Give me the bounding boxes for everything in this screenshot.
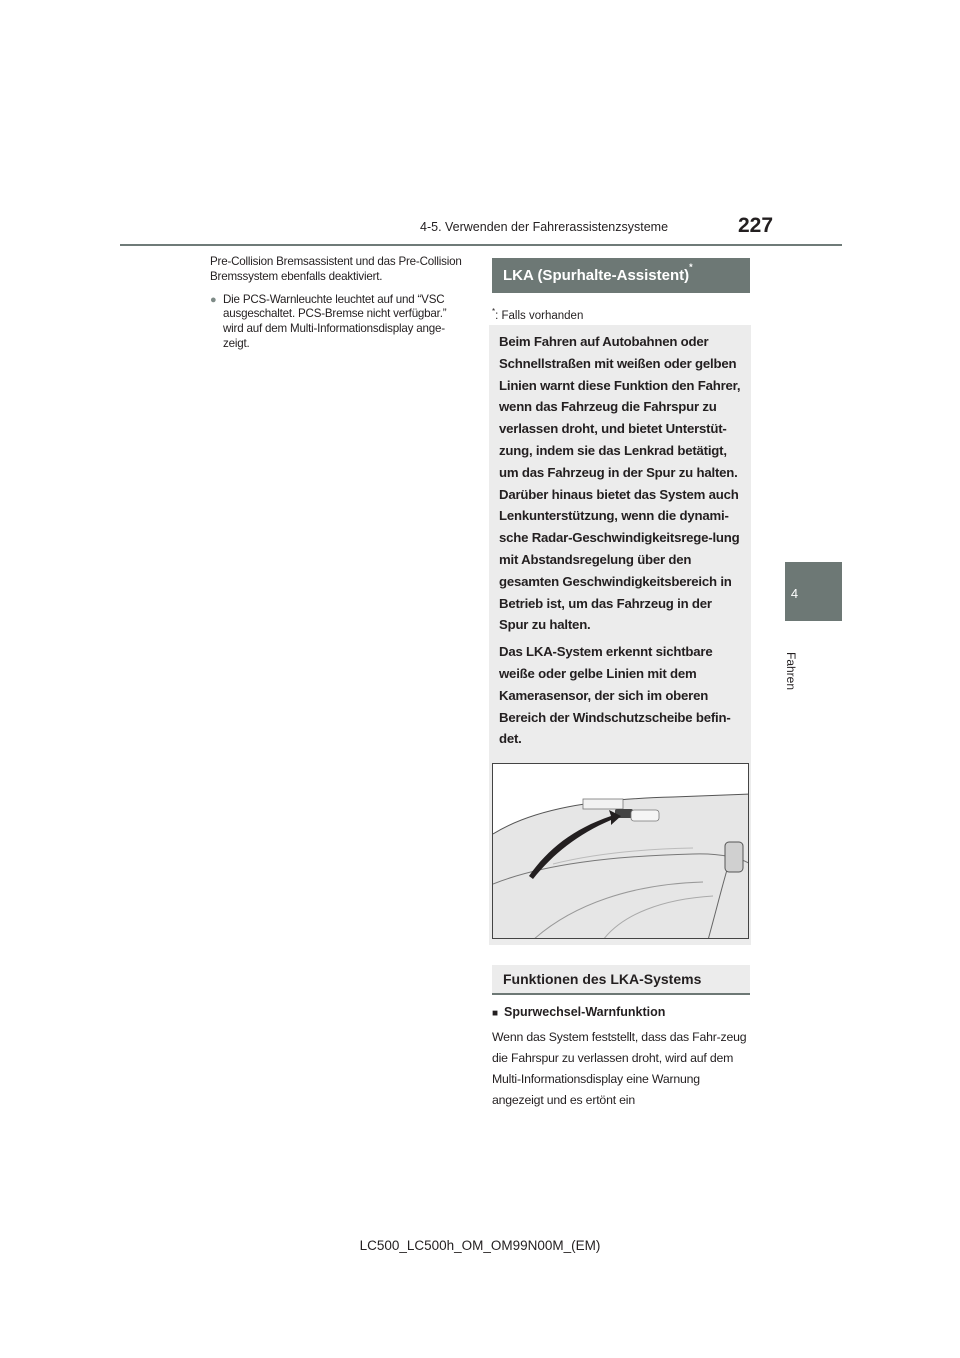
- header-divider: [120, 244, 842, 246]
- chapter-tab-number: 4: [790, 586, 799, 601]
- bullet-item: [210, 293, 468, 352]
- intro-text: [499, 331, 744, 755]
- lka-section-title: [492, 258, 750, 293]
- functions-body-text: Wenn das System feststellt, dass das Fahr-zeug die Fahrspur zu verlassen droht, wird auf dem Multi-Informationsdisplay eine Warnung angezeigt und es ertönt ein: [492, 1030, 747, 1107]
- car-windshield-drawing: [493, 764, 749, 939]
- square-bullet-icon: ■: [492, 1008, 499, 1019]
- lka-title-marker: *: [689, 262, 693, 272]
- intro-paragraph-2: Das LKA-System erkennt sichtbare weiße oder gelbe Linien mit dem Kamerasensor, der sich im oberen Bereich der Windschutzscheibe befin-det.: [499, 644, 731, 747]
- functions-section-title: Funktionen des LKA-Systems: [492, 965, 750, 995]
- bullet-text: Die PCS-Warnleuchte leuchtet auf und “VSC ausgeschaltet. PCS-Bremse nicht verfügbar.” wird auf dem Multi-Informationsdisplay ange-zeigt.: [223, 292, 447, 350]
- intro-paragraph-1: Beim Fahren auf Autobahnen oder Schnellstraßen mit weißen oder gelben Linien warnt diese Funktion den Fahrer, wenn das Fahrzeug die Fahrspur zu verlassen droht, und bietet Unterstüt-zung, indem sie das Lenkrad betätigt, um das Fahrzeug in der Spur zu halten. Darüber hinaus bietet das System auch Lenkunterstützung, wenn die dynami-sche Radar-Geschwindigkeitsrege-lung mit Abstandsregelung über den gesamten Geschwindigkeitsbereich in Betrieb ist, um das Fahrzeug in der Spur zu halten.: [499, 334, 741, 633]
- continued-paragraph: Pre-Collision Bremsassistent und das Pre-Collision Bremssystem ebenfalls deaktiviert.: [210, 255, 462, 283]
- header-section-title: 4-5. Verwenden der Fahrerassistenzsysteme: [420, 220, 669, 234]
- footnote-text: : Falls vorhanden: [495, 309, 584, 322]
- footer-document-code: LC500_LC500h_OM_OM99N00M_(EM): [359, 1238, 601, 1253]
- chapter-tab-label: Fahren: [784, 652, 798, 691]
- footnote-marker: *: [492, 307, 496, 316]
- bullet-dot-icon: ●: [210, 293, 217, 306]
- subheading-text: Spurwechsel-Warnfunktion: [504, 1005, 666, 1019]
- lka-title-text: LKA (Spurhalte-Assistent): [503, 267, 690, 284]
- chapter-tab-label-wrapper: [780, 652, 810, 712]
- footnote: [492, 307, 583, 322]
- camera-location-illustration: [492, 763, 749, 939]
- left-column: [210, 255, 468, 352]
- page-number: 227: [738, 214, 774, 237]
- subheading: [492, 1005, 665, 1019]
